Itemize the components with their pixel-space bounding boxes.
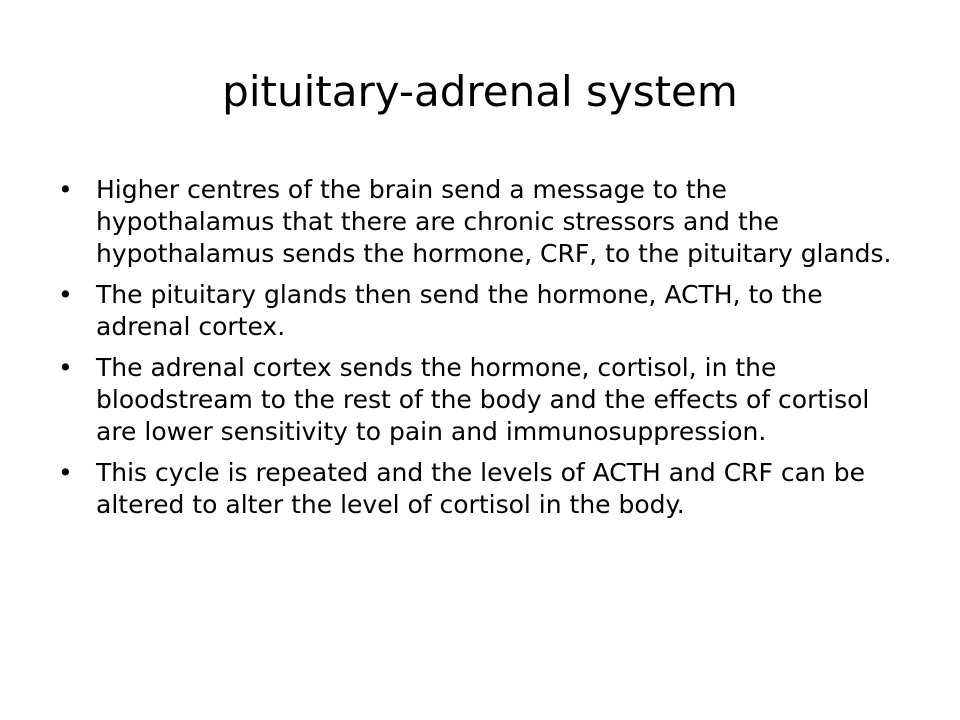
bullet-text: The adrenal cortex sends the hormone, cortisol, in the bloodstream to the rest of the body and the effects of cortisol are lower sensitivity to pain and immunosuppression. bbox=[96, 353, 870, 446]
bullet-list bbox=[58, 174, 908, 530]
bullet-dot-icon: • bbox=[58, 458, 73, 487]
bullet-item bbox=[58, 279, 908, 343]
bullet-item bbox=[58, 174, 908, 270]
bullet-text: Higher centres of the brain send a message to the hypothalamus that there are chronic stressors and the hypothalamus sends the hormone, CRF, to the pituitary glands. bbox=[96, 175, 892, 268]
bullet-dot-icon: • bbox=[58, 280, 73, 309]
bullet-item bbox=[58, 457, 908, 521]
bullet-text: The pituitary glands then send the hormone, ACTH, to the adrenal cortex. bbox=[96, 280, 823, 341]
bullet-dot-icon: • bbox=[58, 175, 73, 204]
slide-title: pituitary-adrenal system bbox=[222, 67, 738, 116]
bullet-text: This cycle is repeated and the levels of ACTH and CRF can be altered to alter the level of cortisol in the body. bbox=[96, 458, 865, 519]
bullet-dot-icon: • bbox=[58, 353, 73, 382]
bullet-item bbox=[58, 352, 908, 448]
